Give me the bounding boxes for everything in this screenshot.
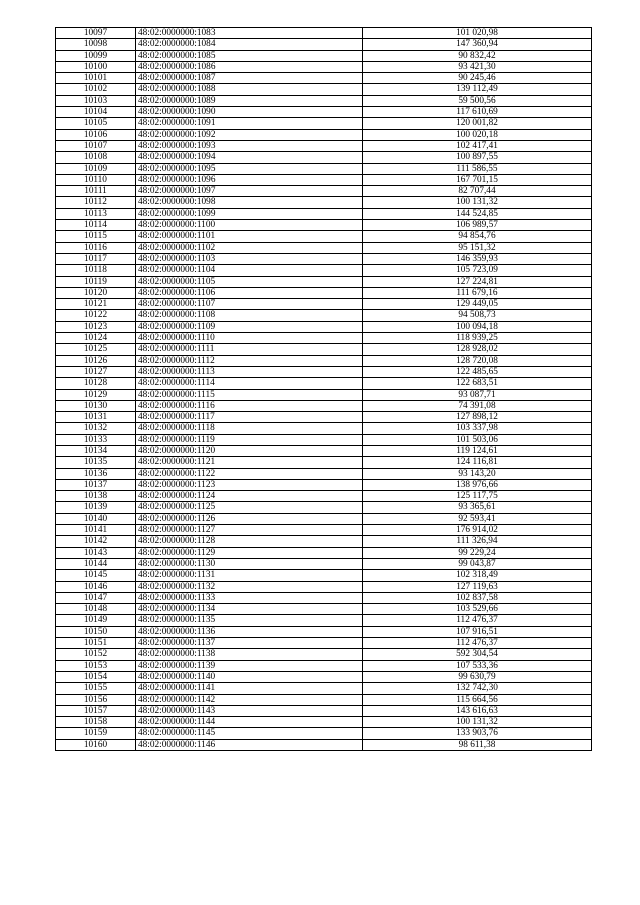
table-row	[56, 592, 592, 603]
cadastral-number-cell: 48:02:0000000:1110	[136, 333, 363, 344]
cadastral-value-cell: 100 897,55	[363, 152, 592, 163]
table-row	[56, 344, 592, 355]
table-row	[56, 445, 592, 456]
cadastral-number-cell: 48:02:0000000:1133	[136, 592, 363, 603]
row-number-cell: 10142	[56, 536, 136, 547]
table-row	[56, 186, 592, 197]
cadastral-number-cell: 48:02:0000000:1090	[136, 107, 363, 118]
cadastral-value-cell: 138 976,66	[363, 479, 592, 490]
row-number-cell: 10125	[56, 344, 136, 355]
cadastral-value-cell: 112 476,37	[363, 615, 592, 626]
table-row	[56, 129, 592, 140]
row-number-cell: 10140	[56, 513, 136, 524]
cadastral-number-cell: 48:02:0000000:1096	[136, 174, 363, 185]
table-row	[56, 378, 592, 389]
row-number-cell: 10122	[56, 310, 136, 321]
row-number-cell: 10116	[56, 242, 136, 253]
table-row	[56, 570, 592, 581]
table-row	[56, 434, 592, 445]
row-number-cell: 10120	[56, 287, 136, 298]
cadastral-value-cell: 99 630,79	[363, 671, 592, 682]
cadastral-number-cell: 48:02:0000000:1137	[136, 638, 363, 649]
row-number-cell: 10139	[56, 502, 136, 513]
row-number-cell: 10138	[56, 491, 136, 502]
cadastral-value-cell: 101 503,06	[363, 434, 592, 445]
cadastral-value-cell: 120 001,82	[363, 118, 592, 129]
row-number-cell: 10124	[56, 333, 136, 344]
cadastral-value-cell: 93 365,61	[363, 502, 592, 513]
cadastral-number-cell: 48:02:0000000:1143	[136, 705, 363, 716]
cadastral-value-cell: 133 903,76	[363, 728, 592, 739]
cadastral-number-cell: 48:02:0000000:1130	[136, 558, 363, 569]
cadastral-value-cell: 111 586,55	[363, 163, 592, 174]
cadastral-number-cell: 48:02:0000000:1101	[136, 231, 363, 242]
row-number-cell: 10143	[56, 547, 136, 558]
table-row	[56, 95, 592, 106]
cadastral-number-cell: 48:02:0000000:1119	[136, 434, 363, 445]
row-number-cell: 10156	[56, 694, 136, 705]
table-row	[56, 152, 592, 163]
row-number-cell: 10133	[56, 434, 136, 445]
cadastral-value-cell: 127 224,81	[363, 276, 592, 287]
cadastral-value-cell: 101 020,98	[363, 28, 592, 39]
row-number-cell: 10155	[56, 683, 136, 694]
row-number-cell: 10117	[56, 253, 136, 264]
cadastral-value-cell: 143 616,63	[363, 705, 592, 716]
cadastral-value-cell: 117 610,69	[363, 107, 592, 118]
row-number-cell: 10141	[56, 525, 136, 536]
cadastral-number-cell: 48:02:0000000:1113	[136, 366, 363, 377]
table-row	[56, 242, 592, 253]
cadastral-value-cell: 592 304,54	[363, 649, 592, 660]
cadastral-number-cell: 48:02:0000000:1093	[136, 140, 363, 151]
cadastral-value-cell: 90 832,42	[363, 50, 592, 61]
row-number-cell: 10126	[56, 355, 136, 366]
row-number-cell: 10132	[56, 423, 136, 434]
cadastral-value-cell: 119 124,61	[363, 445, 592, 456]
cadastral-value-cell: 106 989,57	[363, 220, 592, 231]
table-row	[56, 491, 592, 502]
cadastral-number-cell: 48:02:0000000:1129	[136, 547, 363, 558]
table-row	[56, 310, 592, 321]
cadastral-value-cell: 93 143,20	[363, 468, 592, 479]
cadastral-number-cell: 48:02:0000000:1084	[136, 39, 363, 50]
row-number-cell: 10107	[56, 140, 136, 151]
table-row	[56, 299, 592, 310]
cadastral-number-cell: 48:02:0000000:1089	[136, 95, 363, 106]
cadastral-value-cell: 99 043,87	[363, 558, 592, 569]
row-number-cell: 10158	[56, 717, 136, 728]
cadastral-value-cell: 74 391,08	[363, 400, 592, 411]
cadastral-number-cell: 48:02:0000000:1112	[136, 355, 363, 366]
row-number-cell: 10128	[56, 378, 136, 389]
cadastral-value-cell: 94 508,73	[363, 310, 592, 321]
row-number-cell: 10108	[56, 152, 136, 163]
row-number-cell: 10099	[56, 50, 136, 61]
cadastral-value-cell: 94 854,76	[363, 231, 592, 242]
cadastral-value-cell: 105 723,09	[363, 265, 592, 276]
table-body	[56, 28, 592, 751]
row-number-cell: 10115	[56, 231, 136, 242]
cadastral-number-cell: 48:02:0000000:1094	[136, 152, 363, 163]
cadastral-value-cell: 102 417,41	[363, 140, 592, 151]
row-number-cell: 10149	[56, 615, 136, 626]
row-number-cell: 10151	[56, 638, 136, 649]
cadastral-number-cell: 48:02:0000000:1091	[136, 118, 363, 129]
table-row	[56, 502, 592, 513]
row-number-cell: 10098	[56, 39, 136, 50]
cadastral-number-cell: 48:02:0000000:1103	[136, 253, 363, 264]
cadastral-value-cell: 132 742,30	[363, 683, 592, 694]
table-row	[56, 50, 592, 61]
table-row	[56, 163, 592, 174]
cadastral-number-cell: 48:02:0000000:1142	[136, 694, 363, 705]
table-row	[56, 28, 592, 39]
cadastral-number-cell: 48:02:0000000:1126	[136, 513, 363, 524]
row-number-cell: 10105	[56, 118, 136, 129]
row-number-cell: 10157	[56, 705, 136, 716]
row-number-cell: 10112	[56, 197, 136, 208]
cadastral-value-cell: 111 679,16	[363, 287, 592, 298]
cadastral-number-cell: 48:02:0000000:1088	[136, 84, 363, 95]
row-number-cell: 10146	[56, 581, 136, 592]
table-row	[56, 355, 592, 366]
table-row	[56, 558, 592, 569]
table-row	[56, 400, 592, 411]
table-row	[56, 615, 592, 626]
cadastral-value-cell: 124 116,81	[363, 457, 592, 468]
table-row	[56, 479, 592, 490]
table-row	[56, 604, 592, 615]
cadastral-number-cell: 48:02:0000000:1097	[136, 186, 363, 197]
row-number-cell: 10147	[56, 592, 136, 603]
cadastral-number-cell: 48:02:0000000:1139	[136, 660, 363, 671]
table-row	[56, 739, 592, 750]
row-number-cell: 10113	[56, 208, 136, 219]
table-row	[56, 276, 592, 287]
cadastral-number-cell: 48:02:0000000:1124	[136, 491, 363, 502]
cadastral-number-cell: 48:02:0000000:1085	[136, 50, 363, 61]
cadastral-number-cell: 48:02:0000000:1123	[136, 479, 363, 490]
table-row	[56, 423, 592, 434]
cadastral-value-cell: 99 229,24	[363, 547, 592, 558]
table-row	[56, 253, 592, 264]
cadastral-number-cell: 48:02:0000000:1104	[136, 265, 363, 276]
cadastral-value-table	[55, 27, 592, 751]
row-number-cell: 10109	[56, 163, 136, 174]
row-number-cell: 10123	[56, 321, 136, 332]
table-row	[56, 547, 592, 558]
table-row	[56, 717, 592, 728]
cadastral-value-cell: 107 533,36	[363, 660, 592, 671]
cadastral-number-cell: 48:02:0000000:1117	[136, 412, 363, 423]
cadastral-value-cell: 93 087,71	[363, 389, 592, 400]
table-row	[56, 683, 592, 694]
row-number-cell: 10131	[56, 412, 136, 423]
cadastral-value-cell: 176 914,02	[363, 525, 592, 536]
row-number-cell: 10127	[56, 366, 136, 377]
cadastral-number-cell: 48:02:0000000:1116	[136, 400, 363, 411]
row-number-cell: 10153	[56, 660, 136, 671]
table-row	[56, 73, 592, 84]
table-row	[56, 649, 592, 660]
row-number-cell: 10118	[56, 265, 136, 276]
cadastral-value-cell: 129 449,05	[363, 299, 592, 310]
row-number-cell: 10148	[56, 604, 136, 615]
table-row	[56, 140, 592, 151]
row-number-cell: 10100	[56, 61, 136, 72]
cadastral-number-cell: 48:02:0000000:1083	[136, 28, 363, 39]
table-row	[56, 412, 592, 423]
cadastral-number-cell: 48:02:0000000:1092	[136, 129, 363, 140]
row-number-cell: 10119	[56, 276, 136, 287]
row-number-cell: 10104	[56, 107, 136, 118]
cadastral-number-cell: 48:02:0000000:1141	[136, 683, 363, 694]
row-number-cell: 10137	[56, 479, 136, 490]
row-number-cell: 10129	[56, 389, 136, 400]
table-row	[56, 61, 592, 72]
row-number-cell: 10097	[56, 28, 136, 39]
cadastral-number-cell: 48:02:0000000:1134	[136, 604, 363, 615]
table-row	[56, 208, 592, 219]
table-row	[56, 660, 592, 671]
cadastral-number-cell: 48:02:0000000:1086	[136, 61, 363, 72]
row-number-cell: 10134	[56, 445, 136, 456]
cadastral-number-cell: 48:02:0000000:1135	[136, 615, 363, 626]
row-number-cell: 10103	[56, 95, 136, 106]
cadastral-number-cell: 48:02:0000000:1115	[136, 389, 363, 400]
table-row	[56, 174, 592, 185]
cadastral-value-cell: 118 939,25	[363, 333, 592, 344]
row-number-cell: 10130	[56, 400, 136, 411]
cadastral-number-cell: 48:02:0000000:1127	[136, 525, 363, 536]
cadastral-value-cell: 167 701,15	[363, 174, 592, 185]
row-number-cell: 10110	[56, 174, 136, 185]
row-number-cell: 10102	[56, 84, 136, 95]
cadastral-value-cell: 100 094,18	[363, 321, 592, 332]
cadastral-number-cell: 48:02:0000000:1109	[136, 321, 363, 332]
cadastral-value-cell: 59 500,56	[363, 95, 592, 106]
row-number-cell: 10160	[56, 739, 136, 750]
cadastral-value-cell: 98 611,38	[363, 739, 592, 750]
table-row	[56, 321, 592, 332]
table-row	[56, 728, 592, 739]
cadastral-value-cell: 115 664,56	[363, 694, 592, 705]
cadastral-value-cell: 102 318,49	[363, 570, 592, 581]
table-row	[56, 671, 592, 682]
cadastral-value-cell: 103 337,98	[363, 423, 592, 434]
cadastral-value-cell: 125 117,75	[363, 491, 592, 502]
cadastral-number-cell: 48:02:0000000:1111	[136, 344, 363, 355]
cadastral-number-cell: 48:02:0000000:1102	[136, 242, 363, 253]
cadastral-value-cell: 100 131,32	[363, 197, 592, 208]
table-row	[56, 118, 592, 129]
cadastral-value-cell: 147 360,94	[363, 39, 592, 50]
cadastral-value-cell: 92 593,41	[363, 513, 592, 524]
cadastral-value-cell: 127 898,12	[363, 412, 592, 423]
table-row	[56, 231, 592, 242]
cadastral-number-cell: 48:02:0000000:1144	[136, 717, 363, 728]
row-number-cell: 10135	[56, 457, 136, 468]
cadastral-number-cell: 48:02:0000000:1140	[136, 671, 363, 682]
cadastral-number-cell: 48:02:0000000:1099	[136, 208, 363, 219]
row-number-cell: 10101	[56, 73, 136, 84]
table-row	[56, 197, 592, 208]
row-number-cell: 10159	[56, 728, 136, 739]
cadastral-number-cell: 48:02:0000000:1146	[136, 739, 363, 750]
table-row	[56, 389, 592, 400]
cadastral-value-cell: 128 928,02	[363, 344, 592, 355]
table-row	[56, 107, 592, 118]
cadastral-number-cell: 48:02:0000000:1108	[136, 310, 363, 321]
cadastral-number-cell: 48:02:0000000:1106	[136, 287, 363, 298]
cadastral-number-cell: 48:02:0000000:1100	[136, 220, 363, 231]
table-row	[56, 84, 592, 95]
cadastral-number-cell: 48:02:0000000:1138	[136, 649, 363, 660]
table-row	[56, 638, 592, 649]
table-row	[56, 468, 592, 479]
row-number-cell: 10121	[56, 299, 136, 310]
cadastral-value-cell: 144 524,85	[363, 208, 592, 219]
cadastral-number-cell: 48:02:0000000:1122	[136, 468, 363, 479]
table-row	[56, 39, 592, 50]
row-number-cell: 10150	[56, 626, 136, 637]
table-row	[56, 581, 592, 592]
cadastral-value-cell: 107 916,51	[363, 626, 592, 637]
cadastral-number-cell: 48:02:0000000:1114	[136, 378, 363, 389]
row-number-cell: 10144	[56, 558, 136, 569]
cadastral-value-cell: 127 119,63	[363, 581, 592, 592]
cadastral-number-cell: 48:02:0000000:1118	[136, 423, 363, 434]
table-row	[56, 220, 592, 231]
table-row	[56, 287, 592, 298]
cadastral-value-cell: 102 837,58	[363, 592, 592, 603]
cadastral-value-cell: 100 020,18	[363, 129, 592, 140]
cadastral-number-cell: 48:02:0000000:1145	[136, 728, 363, 739]
cadastral-number-cell: 48:02:0000000:1098	[136, 197, 363, 208]
table-row	[56, 525, 592, 536]
cadastral-value-cell: 111 326,94	[363, 536, 592, 547]
cadastral-number-cell: 48:02:0000000:1131	[136, 570, 363, 581]
cadastral-value-cell: 146 359,93	[363, 253, 592, 264]
row-number-cell: 10136	[56, 468, 136, 479]
cadastral-value-cell: 95 151,32	[363, 242, 592, 253]
cadastral-value-cell: 103 529,66	[363, 604, 592, 615]
table-row	[56, 694, 592, 705]
table-row	[56, 366, 592, 377]
cadastral-value-cell: 122 683,51	[363, 378, 592, 389]
row-number-cell: 10152	[56, 649, 136, 660]
cadastral-value-cell: 100 131,32	[363, 717, 592, 728]
cadastral-value-cell: 90 245,46	[363, 73, 592, 84]
table-row	[56, 457, 592, 468]
cadastral-value-cell: 128 720,08	[363, 355, 592, 366]
cadastral-number-cell: 48:02:0000000:1105	[136, 276, 363, 287]
cadastral-value-cell: 93 421,30	[363, 61, 592, 72]
table-row	[56, 626, 592, 637]
cadastral-number-cell: 48:02:0000000:1136	[136, 626, 363, 637]
row-number-cell: 10114	[56, 220, 136, 231]
table-row	[56, 705, 592, 716]
row-number-cell: 10154	[56, 671, 136, 682]
row-number-cell: 10111	[56, 186, 136, 197]
cadastral-value-cell: 122 485,65	[363, 366, 592, 377]
cadastral-number-cell: 48:02:0000000:1095	[136, 163, 363, 174]
cadastral-number-cell: 48:02:0000000:1107	[136, 299, 363, 310]
cadastral-value-cell: 139 112,49	[363, 84, 592, 95]
cadastral-number-cell: 48:02:0000000:1132	[136, 581, 363, 592]
table-row	[56, 513, 592, 524]
cadastral-value-cell: 112 476,37	[363, 638, 592, 649]
cadastral-number-cell: 48:02:0000000:1125	[136, 502, 363, 513]
table-row	[56, 333, 592, 344]
row-number-cell: 10106	[56, 129, 136, 140]
cadastral-number-cell: 48:02:0000000:1087	[136, 73, 363, 84]
cadastral-number-cell: 48:02:0000000:1120	[136, 445, 363, 456]
cadastral-value-cell: 82 707,44	[363, 186, 592, 197]
row-number-cell: 10145	[56, 570, 136, 581]
table-row	[56, 536, 592, 547]
cadastral-number-cell: 48:02:0000000:1121	[136, 457, 363, 468]
cadastral-number-cell: 48:02:0000000:1128	[136, 536, 363, 547]
table-row	[56, 265, 592, 276]
